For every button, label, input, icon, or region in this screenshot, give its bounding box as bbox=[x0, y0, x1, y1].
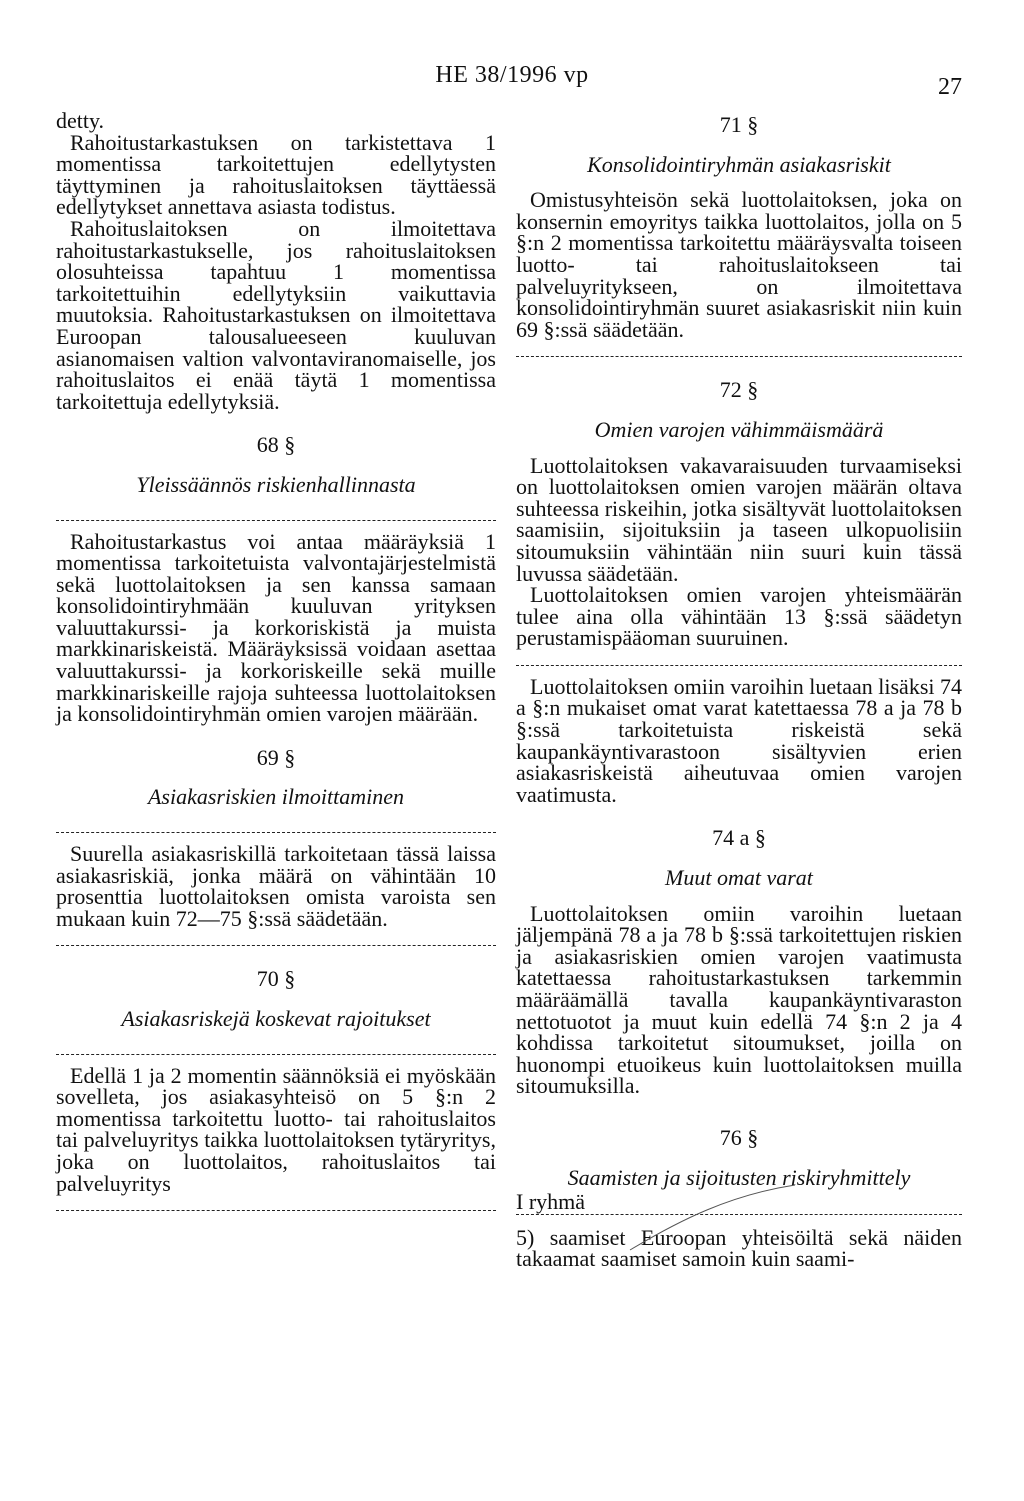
section-title-69: Asiakasriskien ilmoittaminen bbox=[147, 784, 405, 810]
omission-dashes bbox=[516, 665, 962, 666]
omission-dashes bbox=[56, 1054, 496, 1055]
omission-dashes bbox=[56, 1210, 496, 1211]
paragraph: Rahoitustarkastuksen on tarkistettava 1 momentissa tarkoitettujen edellytysten täyttyminen ja rahoituslaitoksen täyttäessä edellytykset annettava asiasta todistus. bbox=[56, 129, 496, 220]
section-title-72: Omien varojen vähimmäismäärä bbox=[594, 416, 884, 442]
paragraph: Luottolaitoksen vakavaraisuuden turvaamiseksi on luottolaitoksen omien varojen määrän oltava suhteessa riskeihin, jotka sisältyvät luottolaitoksen saamisiin, sijoituksiin ja taseen ulkopuolisiin sitoumuksiin vähintään niin suuri kuin tässä luvussa säädetään. bbox=[516, 452, 962, 586]
section-title-70: Asiakasriskejä koskevat rajoitukset bbox=[121, 1006, 431, 1031]
page-number: 27 bbox=[938, 74, 962, 100]
group-label: I ryhmä bbox=[516, 1189, 586, 1215]
omission-dashes bbox=[56, 945, 496, 946]
paragraph: Luottolaitoksen omien varojen yhteismäärän tulee aina olla vähintään 13 §:ssä säädetyn perustamispääoman suuruinen. bbox=[516, 582, 962, 651]
handwritten-strike-mark bbox=[620, 1180, 800, 1260]
omission-dashes bbox=[56, 832, 496, 833]
list-item: 5) saamiset Euroopan yhteisöiltä sekä näiden takaamat saamiset samoin kuin saami- bbox=[516, 1224, 962, 1272]
section-number-69: 69 § bbox=[256, 744, 296, 770]
section-number-71: 71 § bbox=[719, 112, 759, 137]
section-number-74a: 74 a § bbox=[712, 825, 766, 851]
paragraph: detty. bbox=[56, 108, 105, 133]
paragraph: Suurella asiakasriskillä tarkoitetaan tässä laissa asiakasriskiä, jonka määrä on vähintään 10 prosenttia luottolaitoksen omista varoista sen mukaan kuin 72—75 §:ssä säädetään. bbox=[56, 841, 496, 931]
section-number-72: 72 § bbox=[719, 377, 759, 403]
paragraph: Luottolaitoksen omiin varoihin luetaan lisäksi 74 a §:n mukaiset omat varat katettaessa 78 a ja 78 b §:ssä tarkoitetuista riskeistä sekä kaupankäyntivarastoon sisältyvien erien asiakasriskeistä aiheutuvaa omien varojen vaatimusta. bbox=[516, 673, 962, 807]
paragraph: Rahoituslaitoksen on ilmoitettava rahoitustarkastukselle, jos rahoituslaitoksen olosuhteissa tapahtuu 1 momentissa tarkoitettuihin edellytyksiin vaikuttavia muutoksia. Rahoitustarkastuksen on ilmoitettava Euroopan talousalueeseen kuuluvan asianomaisen valtion valvontaviranomaiselle, jos rahoituslaitos ei enää täytä 1 momentissa tarkoitettuja edellytyksiä. bbox=[56, 215, 496, 414]
right-column bbox=[516, 110, 962, 1270]
section-title-71: Konsolidointiryhmän asiakasriskit bbox=[587, 151, 891, 177]
section-title-74a: Muut omat varat bbox=[665, 865, 813, 891]
omission-dashes bbox=[516, 356, 962, 357]
omission-dashes bbox=[56, 520, 496, 521]
running-header: HE 38/1996 vp bbox=[435, 62, 589, 88]
paragraph: Rahoitustarkastus voi antaa määräyksiä 1 momentissa tarkoitetuista valvontajärjestelmistä sekä luottolaitoksen ja sen kanssa samaan konsolidointiryhmään kuuluvan yrityksen valuuttakurssi- ja korkoriskistä ja muista markkinariskeistä. Määräyksissä voidaan asettaa valuuttakurssi- ja korkoriskeille sekä muille markkinariskeille rajoja suhteessa luottolaitoksen ja konsolidointiryhmän omien varojen määrään. bbox=[56, 528, 496, 727]
section-number-70: 70 § bbox=[256, 966, 296, 992]
section-number-76: 76 § bbox=[719, 1124, 759, 1150]
paragraph: Omistusyhteisön sekä luottolaitoksen, joka on konsernin emoyritys taikka luottolaitos, jolla on 5 §:n 2 momentissa tarkoitettu määräysvalta toiseen luotto- tai rahoituslaitokseen tai palveluyritykseen, on ilmoitettava konsolidointiryhmän suuret asiakasriskit niin kuin 69 §:ssä säädetään. bbox=[516, 187, 962, 342]
section-title-76: Saamisten ja sijoitusten riskiryhmittely bbox=[567, 1164, 911, 1190]
paragraph: Luottolaitoksen omiin varoihin luetaan jäljempänä 78 a ja 78 b §:ssä tarkoitettujen riskien ja asiakasriskien omien varojen vaatimusta katettaessa rahoitustarkastuksen tarkemmin määräämällä tavalla kaupankäyntivaraston nettotuotot ja muut kuin edellä 74 §:n 2 ja 4 kohdissa tarkoitetut sitoumukset, joilla on huonompi etuoikeus kuin luottolaitoksen muilla sitoumuksilla. bbox=[516, 900, 962, 1099]
left-column bbox=[56, 110, 496, 1221]
section-number-68: 68 § bbox=[256, 432, 296, 458]
paragraph: Edellä 1 ja 2 momentin säännöksiä ei myöskään sovelleta, jos asiakasyhteisö on 5 §:n 2 momentissa tarkoitettu luotto- tai rahoituslaitos tai palveluyritys taikka luottolaitoksen tytäryritys, joka on luottolaitos, rahoituslaitos tai palveluyritys bbox=[56, 1062, 496, 1196]
section-title-68: Yleissäännös riskienhallinnasta bbox=[136, 471, 416, 497]
